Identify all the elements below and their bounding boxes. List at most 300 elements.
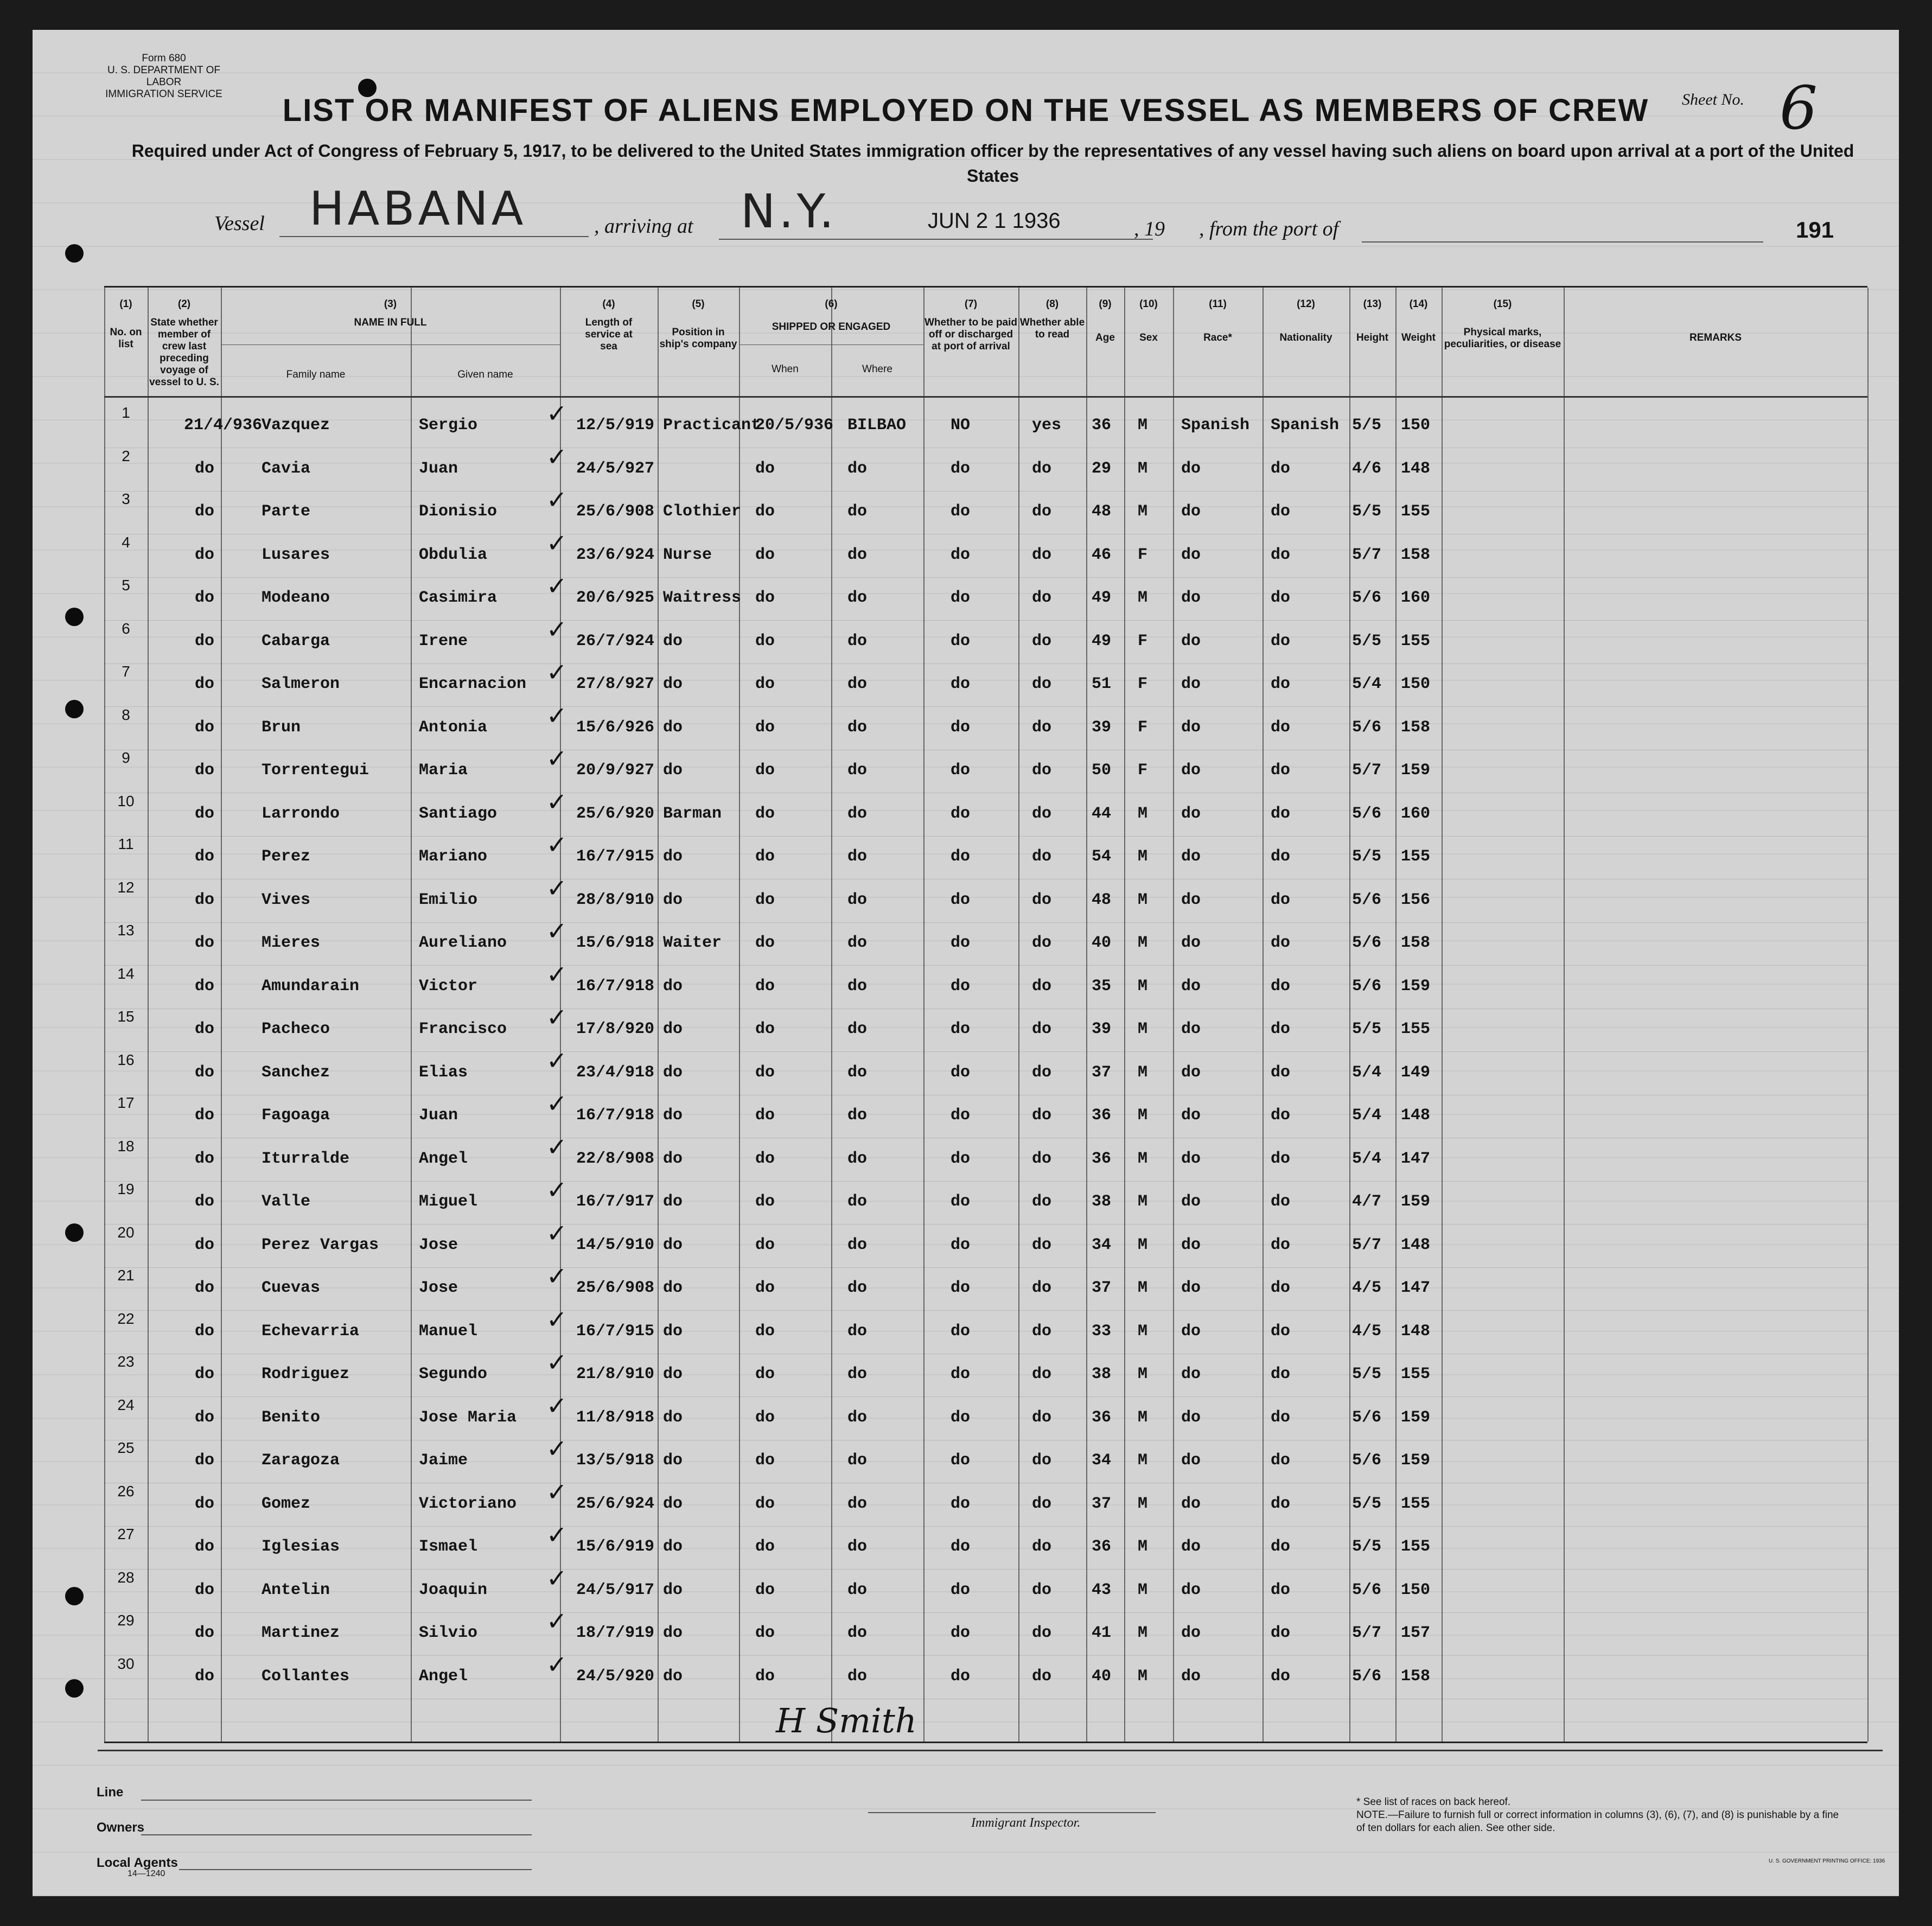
punch-hole: [65, 1679, 84, 1698]
cell-sex: M: [1138, 1063, 1148, 1082]
cell-length-of-service: 20/6/925: [576, 589, 655, 607]
cell-shipped-when: do: [755, 804, 775, 823]
cell-shipped-where: BILBAO: [847, 416, 907, 435]
cell-height: 5/6: [1352, 1667, 1382, 1686]
cell-paid-off: do: [951, 761, 971, 780]
cell-nationality: do: [1271, 1149, 1291, 1168]
cell-able-to-read: do: [1032, 847, 1052, 866]
cell-height: 5/4: [1352, 675, 1382, 693]
cell-shipped-where: do: [847, 1279, 868, 1297]
header-col13-number: (13): [1363, 298, 1382, 310]
cell-height: 5/6: [1352, 934, 1382, 952]
header-col6-number: (6): [825, 298, 838, 310]
header-given-name: Given name: [457, 369, 513, 380]
cell-paid-off: do: [951, 1063, 971, 1082]
table-row: [104, 658, 1867, 707]
cell-weight: 155: [1401, 1020, 1431, 1038]
cell-position: do: [663, 632, 683, 650]
cell-position: do: [663, 1580, 683, 1599]
cell-shipped-when: do: [755, 675, 775, 693]
cell-race: do: [1181, 1624, 1201, 1642]
cell-paid-off: do: [951, 1667, 971, 1686]
cell-given-name: Irene: [419, 632, 468, 650]
cell-age: 33: [1092, 1322, 1112, 1341]
cell-shipped-when: do: [755, 1408, 775, 1427]
cell-position: do: [663, 890, 683, 909]
line-label: Line: [97, 1785, 124, 1800]
cell-shipped-when: do: [755, 1279, 775, 1297]
cell-race: do: [1181, 545, 1201, 564]
cell-length-of-service: 25/6/924: [576, 1494, 655, 1513]
cell-nationality: do: [1271, 1624, 1291, 1642]
table-row: [104, 1089, 1867, 1138]
cell-weight: 159: [1401, 761, 1431, 780]
header-col7-number: (7): [964, 298, 978, 310]
cell-weight: 150: [1401, 1580, 1431, 1599]
cell-race: do: [1181, 1494, 1201, 1513]
cell-age: 48: [1092, 502, 1112, 521]
table-row: [104, 528, 1867, 578]
cell-race: do: [1181, 589, 1201, 607]
header-col4-number: (4): [602, 298, 615, 310]
cell-given-name: Casimira: [419, 589, 498, 607]
cell-paid-off: do: [951, 1235, 971, 1254]
cell-race: do: [1181, 675, 1201, 693]
cell-previous-voyage: do: [195, 1106, 215, 1125]
cell-able-to-read: do: [1032, 1580, 1052, 1599]
cell-previous-voyage: do: [195, 847, 215, 866]
service-name: IMMIGRATION SERVICE: [105, 88, 222, 100]
cell-sex: M: [1138, 459, 1148, 478]
cell-height: 5/7: [1352, 545, 1382, 564]
check-mark-icon: ✓: [546, 528, 568, 558]
cell-age: 40: [1092, 934, 1112, 952]
cell-given-name: Emilio: [419, 890, 478, 909]
cell-weight: 155: [1401, 1538, 1431, 1556]
cell-able-to-read: do: [1032, 589, 1052, 607]
cell-nationality: do: [1271, 1322, 1291, 1341]
cell-position: do: [663, 1365, 683, 1383]
cell-able-to-read: do: [1032, 1408, 1052, 1427]
cell-length-of-service: 26/7/924: [576, 632, 655, 650]
cell-sex: F: [1138, 675, 1148, 693]
cell-paid-off: do: [951, 890, 971, 909]
check-mark-icon: ✓: [546, 830, 568, 859]
cell-given-name: Encarnacion: [419, 675, 527, 693]
cell-age: 37: [1092, 1279, 1112, 1297]
cell-given-name: Aureliano: [419, 934, 507, 952]
cell-weight: 160: [1401, 804, 1431, 823]
cell-length-of-service: 27/8/927: [576, 675, 655, 693]
cell-family-name: Amundarain: [262, 977, 360, 996]
cell-row-number: 2: [122, 447, 130, 464]
cell-paid-off: NO: [951, 416, 971, 435]
cell-height: 5/7: [1352, 1235, 1382, 1254]
cell-weight: 155: [1401, 1365, 1431, 1383]
cell-shipped-where: do: [847, 1106, 868, 1125]
cell-weight: 155: [1401, 1494, 1431, 1513]
arriving-label: , arriving at: [594, 215, 693, 238]
check-mark-icon: ✓: [546, 1520, 568, 1549]
header-shipped-where: Where: [862, 363, 892, 375]
cell-position: Nurse: [663, 545, 712, 564]
cell-paid-off: do: [951, 675, 971, 693]
check-mark-icon: ✓: [546, 614, 568, 644]
cell-length-of-service: 22/8/908: [576, 1149, 655, 1168]
cell-given-name: Jaime: [419, 1451, 468, 1470]
cell-sex: M: [1138, 1580, 1148, 1599]
cell-shipped-when: do: [755, 977, 775, 996]
cell-row-number: 30: [117, 1655, 135, 1672]
cell-race: do: [1181, 1365, 1201, 1383]
cell-given-name: Dionisio: [419, 502, 498, 521]
check-mark-icon: ✓: [546, 1606, 568, 1636]
local-agents-label: Local Agents: [97, 1855, 178, 1870]
cell-weight: 155: [1401, 502, 1431, 521]
cell-height: 5/4: [1352, 1149, 1382, 1168]
cell-shipped-when: do: [755, 589, 775, 607]
cell-age: 36: [1092, 1149, 1112, 1168]
cell-sex: M: [1138, 416, 1148, 435]
cell-given-name: Silvio: [419, 1624, 478, 1642]
header-shipped-or-engaged: SHIPPED OR ENGAGED: [771, 321, 891, 333]
cell-race: do: [1181, 1451, 1201, 1470]
cell-sex: M: [1138, 1192, 1148, 1211]
cell-age: 29: [1092, 459, 1112, 478]
header-physical-marks: Physical marks, peculiarities, or disease: [1444, 327, 1561, 350]
cell-given-name: Juan: [419, 1106, 458, 1125]
penalty-note: NOTE.—Failure to furnish full or correct information in columns (3), (6), (7), and (8) is punishable by a fine of ten dollars for each alien. See other side.: [1356, 1809, 1839, 1834]
cell-shipped-where: do: [847, 1538, 868, 1556]
cell-previous-voyage: do: [195, 1365, 215, 1383]
cell-nationality: do: [1271, 459, 1291, 478]
cell-length-of-service: 21/8/910: [576, 1365, 655, 1383]
cell-shipped-where: do: [847, 545, 868, 564]
cell-row-number: 25: [117, 1439, 135, 1456]
cell-race: do: [1181, 804, 1201, 823]
cell-nationality: do: [1271, 502, 1291, 521]
cell-family-name: Cavia: [262, 459, 311, 478]
header-no-on-list: No. on list: [110, 327, 142, 350]
cell-age: 36: [1092, 1408, 1112, 1427]
agents-form-code: 14—1240: [127, 1869, 165, 1878]
check-mark-icon: ✓: [546, 1218, 568, 1248]
cell-row-number: 19: [117, 1181, 135, 1197]
cell-age: 50: [1092, 761, 1112, 780]
cell-age: 37: [1092, 1063, 1112, 1082]
cell-height: 5/5: [1352, 502, 1382, 521]
cell-shipped-where: do: [847, 890, 868, 909]
cell-previous-voyage: do: [195, 1451, 215, 1470]
cell-shipped-where: do: [847, 1451, 868, 1470]
cell-shipped-when: do: [755, 502, 775, 521]
check-mark-icon: ✓: [546, 1477, 568, 1507]
cell-race: do: [1181, 977, 1201, 996]
cell-family-name: Vazquez: [262, 416, 330, 435]
cell-position: do: [663, 1020, 683, 1038]
sheet-number-label: Sheet No.: [1682, 91, 1744, 109]
cell-nationality: do: [1271, 1063, 1291, 1082]
check-mark-icon: ✓: [546, 1175, 568, 1204]
cell-age: 34: [1092, 1235, 1112, 1254]
cell-length-of-service: 23/6/924: [576, 545, 655, 564]
cell-race: do: [1181, 1020, 1201, 1038]
cell-length-of-service: 15/6/918: [576, 934, 655, 952]
header-height: Height: [1356, 332, 1389, 343]
cell-family-name: Perez: [262, 847, 311, 866]
cell-family-name: Cuevas: [262, 1279, 321, 1297]
punch-hole: [65, 1223, 84, 1242]
cell-given-name: Angel: [419, 1667, 468, 1686]
table-row: [104, 1175, 1867, 1225]
cell-race: do: [1181, 1279, 1201, 1297]
table-row: [104, 1261, 1867, 1311]
cell-race: do: [1181, 1192, 1201, 1211]
cell-length-of-service: 23/4/918: [576, 1063, 655, 1082]
cell-height: 5/6: [1352, 890, 1382, 909]
header-col3-number: (3): [384, 298, 397, 310]
cell-sex: M: [1138, 1106, 1148, 1125]
cell-height: 5/7: [1352, 1624, 1382, 1642]
cell-weight: 158: [1401, 934, 1431, 952]
header-age: Age: [1095, 332, 1115, 343]
cell-paid-off: do: [951, 632, 971, 650]
header-col12-number: (12): [1297, 298, 1315, 310]
header-shipped-when: When: [771, 363, 799, 375]
arrival-port: N.Y.: [741, 184, 838, 239]
cell-previous-voyage: do: [195, 1192, 215, 1211]
cell-shipped-where: do: [847, 502, 868, 521]
cell-age: 36: [1092, 1538, 1112, 1556]
header-col1-number: (1): [119, 298, 132, 310]
check-mark-icon: ✓: [546, 873, 568, 903]
cell-height: 5/5: [1352, 1365, 1382, 1383]
cell-shipped-when: do: [755, 934, 775, 952]
cell-family-name: Modeano: [262, 589, 330, 607]
cell-nationality: do: [1271, 1580, 1291, 1599]
cell-weight: 159: [1401, 1408, 1431, 1427]
cell-nationality: do: [1271, 1408, 1291, 1427]
cell-race: do: [1181, 1322, 1201, 1341]
cell-shipped-where: do: [847, 632, 868, 650]
cell-nationality: do: [1271, 977, 1291, 996]
cell-nationality: do: [1271, 589, 1291, 607]
cell-able-to-read: do: [1032, 977, 1052, 996]
header-paid-off: Whether to be paid off or discharged at port of arrival: [924, 317, 1017, 352]
cell-sex: F: [1138, 761, 1148, 780]
cell-nationality: do: [1271, 545, 1291, 564]
check-mark-icon: ✓: [546, 916, 568, 946]
cell-family-name: Mieres: [262, 934, 321, 952]
cell-able-to-read: do: [1032, 1667, 1052, 1686]
cell-previous-voyage: do: [195, 502, 215, 521]
cell-weight: 148: [1401, 1322, 1431, 1341]
cell-race: do: [1181, 1538, 1201, 1556]
cell-row-number: 12: [117, 878, 135, 896]
cell-given-name: Manuel: [419, 1322, 478, 1341]
cell-paid-off: do: [951, 1451, 971, 1470]
cell-sex: M: [1138, 1020, 1148, 1038]
cell-row-number: 15: [117, 1008, 135, 1025]
cell-able-to-read: do: [1032, 1538, 1052, 1556]
cell-length-of-service: 13/5/918: [576, 1451, 655, 1470]
cell-family-name: Fagoaga: [262, 1106, 330, 1125]
cell-length-of-service: 12/5/919: [576, 416, 655, 435]
cell-age: 39: [1092, 1020, 1112, 1038]
cell-race: do: [1181, 1580, 1201, 1599]
punch-hole: [65, 700, 84, 718]
vessel-name: HABANA: [309, 182, 527, 236]
cell-able-to-read: do: [1032, 632, 1052, 650]
cell-position: do: [663, 718, 683, 737]
header-race: Race*: [1203, 332, 1232, 343]
cell-able-to-read: yes: [1032, 416, 1062, 435]
header-name-in-full: NAME IN FULL: [354, 317, 427, 328]
check-mark-icon: ✓: [546, 1003, 568, 1032]
cell-shipped-when: do: [755, 1580, 775, 1599]
cell-paid-off: do: [951, 1538, 971, 1556]
footer-notes: [1356, 1796, 1845, 1835]
cell-given-name: Joaquin: [419, 1580, 488, 1599]
cell-shipped-when: do: [755, 1667, 775, 1686]
form-title: LIST OR MANIFEST OF ALIENS EMPLOYED ON THE VESSEL AS MEMBERS OF CREW: [282, 93, 1649, 128]
cell-position: do: [663, 977, 683, 996]
cell-family-name: Antelin: [262, 1580, 330, 1599]
crew-manifest-table: [104, 286, 1867, 1743]
cell-position: do: [663, 1451, 683, 1470]
cell-sex: M: [1138, 1279, 1148, 1297]
header-position: Position in ship's company: [659, 327, 737, 350]
cell-weight: 155: [1401, 632, 1431, 650]
cell-age: 51: [1092, 675, 1112, 693]
cell-paid-off: do: [951, 934, 971, 952]
cell-sex: M: [1138, 1322, 1148, 1341]
cell-sex: M: [1138, 1624, 1148, 1642]
cell-sex: M: [1138, 1667, 1148, 1686]
cell-row-number: 24: [117, 1396, 135, 1413]
cell-race: do: [1181, 1106, 1201, 1125]
cell-height: 4/7: [1352, 1192, 1382, 1211]
cell-shipped-when: do: [755, 1451, 775, 1470]
cell-family-name: Zaragoza: [262, 1451, 340, 1470]
cell-age: 39: [1092, 718, 1112, 737]
cell-age: 40: [1092, 1667, 1112, 1686]
cell-shipped-when: do: [755, 761, 775, 780]
cell-sex: M: [1138, 890, 1148, 909]
cell-race: do: [1181, 1149, 1201, 1168]
cell-weight: 150: [1401, 416, 1431, 435]
cell-height: 5/4: [1352, 1063, 1382, 1082]
cell-race: Spanish: [1181, 416, 1250, 435]
cell-age: 49: [1092, 589, 1112, 607]
cell-nationality: do: [1271, 1192, 1291, 1211]
cell-previous-voyage: do: [195, 632, 215, 650]
cell-family-name: Cabarga: [262, 632, 330, 650]
cell-sex: M: [1138, 1235, 1148, 1254]
cell-given-name: Angel: [419, 1149, 468, 1168]
cell-weight: 149: [1401, 1063, 1431, 1082]
cell-family-name: Brun: [262, 718, 301, 737]
cell-shipped-where: do: [847, 1063, 868, 1082]
cell-sex: M: [1138, 977, 1148, 996]
cell-race: do: [1181, 632, 1201, 650]
cell-height: 4/6: [1352, 459, 1382, 478]
cell-height: 5/6: [1352, 1408, 1382, 1427]
cell-paid-off: do: [951, 459, 971, 478]
cell-nationality: do: [1271, 718, 1291, 737]
cell-row-number: 20: [117, 1223, 135, 1241]
cell-shipped-where: do: [847, 934, 868, 952]
cell-age: 37: [1092, 1494, 1112, 1513]
header-previous-voyage: State whether member of crew last preceding voyage of vessel to U. S.: [149, 317, 219, 388]
cell-shipped-where: do: [847, 1408, 868, 1427]
cell-family-name: Salmeron: [262, 675, 340, 693]
cell-paid-off: do: [951, 1494, 971, 1513]
cell-shipped-where: do: [847, 718, 868, 737]
cell-previous-voyage: do: [195, 675, 215, 693]
header-col11-number: (11): [1209, 298, 1227, 310]
cell-shipped-when: do: [755, 1020, 775, 1038]
cell-family-name: Torrentegui: [262, 761, 369, 780]
cell-paid-off: do: [951, 804, 971, 823]
check-mark-icon: ✓: [546, 1132, 568, 1162]
cell-position: do: [663, 761, 683, 780]
cell-length-of-service: 11/8/918: [576, 1408, 655, 1427]
cell-nationality: do: [1271, 1451, 1291, 1470]
cell-paid-off: do: [951, 589, 971, 607]
check-mark-icon: ✓: [546, 571, 568, 601]
cell-sex: M: [1138, 934, 1148, 952]
vessel-label: Vessel: [214, 212, 265, 235]
cell-age: 38: [1092, 1192, 1112, 1211]
cell-family-name: Rodriguez: [262, 1365, 350, 1383]
cell-height: 5/5: [1352, 847, 1382, 866]
cell-able-to-read: do: [1032, 545, 1052, 564]
cell-sex: M: [1138, 847, 1148, 866]
cell-race: do: [1181, 459, 1201, 478]
cell-race: do: [1181, 1235, 1201, 1254]
cell-shipped-when: do: [755, 632, 775, 650]
cell-row-number: 23: [117, 1353, 135, 1370]
cell-sex: M: [1138, 1494, 1148, 1513]
cell-length-of-service: 16/7/918: [576, 1106, 655, 1125]
table-row: [104, 1045, 1867, 1095]
cell-length-of-service: 25/6/908: [576, 502, 655, 521]
cell-given-name: Santiago: [419, 804, 498, 823]
cell-shipped-when: do: [755, 1494, 775, 1513]
cell-given-name: Ismael: [419, 1538, 478, 1556]
check-mark-icon: ✓: [546, 1649, 568, 1679]
cell-sex: M: [1138, 1408, 1148, 1427]
cell-shipped-when: do: [755, 1192, 775, 1211]
cell-race: do: [1181, 718, 1201, 737]
cell-previous-voyage: do: [195, 1624, 215, 1642]
immigrant-inspector-label: Immigrant Inspector.: [971, 1816, 1081, 1830]
cell-weight: 159: [1401, 977, 1431, 996]
cell-age: 36: [1092, 416, 1112, 435]
cell-shipped-where: do: [847, 804, 868, 823]
cell-shipped-where: do: [847, 1580, 868, 1599]
cell-row-number: 26: [117, 1482, 135, 1500]
cell-shipped-where: do: [847, 847, 868, 866]
cell-able-to-read: do: [1032, 1451, 1052, 1470]
cell-row-number: 11: [118, 836, 134, 852]
cell-paid-off: do: [951, 1322, 971, 1341]
cell-shipped-when: do: [755, 1149, 775, 1168]
cell-age: 54: [1092, 847, 1112, 866]
cell-able-to-read: do: [1032, 1322, 1052, 1341]
cell-row-number: 22: [117, 1310, 135, 1327]
